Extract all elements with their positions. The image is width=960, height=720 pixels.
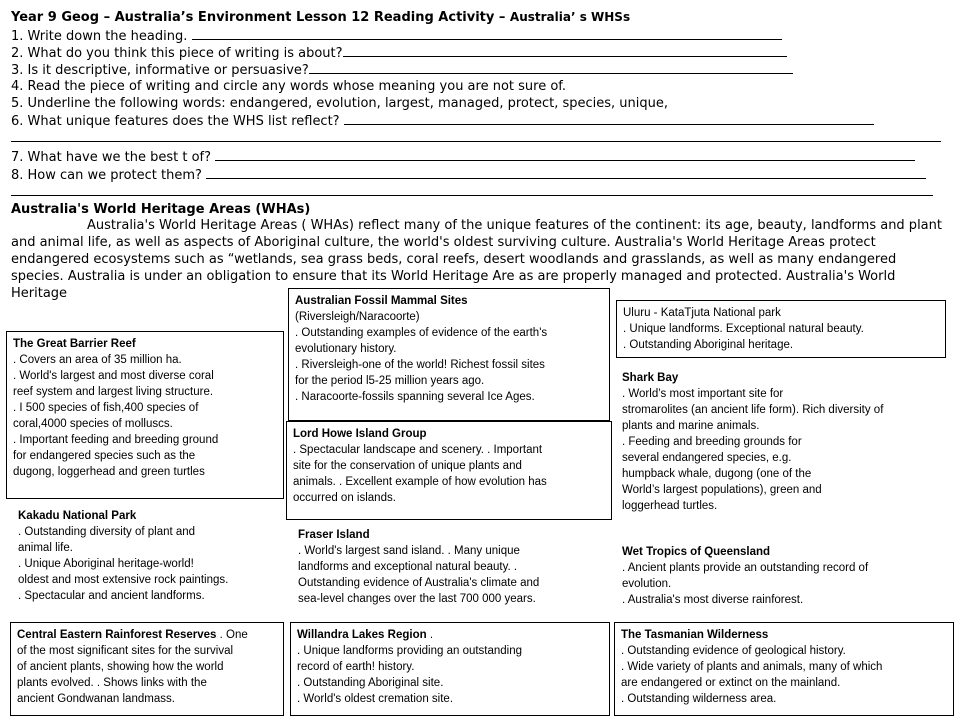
box-line: . Outstanding Aboriginal site.	[297, 677, 444, 689]
question-3	[11, 61, 793, 79]
box-line: . World's largest and most diverse coral	[13, 370, 214, 382]
box-line: . Unique Aboriginal heritage-world!	[18, 558, 194, 570]
box-lord-howe	[286, 421, 612, 520]
box-line: . Naracoorte-fossils spanning several Ice Ages.	[295, 391, 535, 403]
question-1	[11, 27, 782, 45]
box-title: Willandra Lakes Region	[297, 629, 427, 641]
box-title: Central Eastern Rainforest Reserves	[17, 629, 217, 641]
box-title: Wet Tropics of Queensland	[622, 546, 771, 558]
answer-line[interactable]	[206, 166, 926, 179]
box-great-barrier-reef	[6, 331, 284, 499]
question-text: 2. What do you think this piece of writing is about?	[11, 46, 343, 61]
box-line: . Important feeding and breeding ground	[13, 434, 219, 446]
answer-line[interactable]	[192, 27, 782, 40]
box-line: site for the conservation of unique plants and	[293, 460, 522, 472]
box-line: several endangered species, e.g.	[622, 452, 792, 464]
box-line: . Ancient plants provide an outstanding record of	[622, 562, 869, 574]
box-line: . Australia's most diverse rainforest.	[622, 594, 804, 606]
box-title: Shark Bay	[622, 372, 679, 384]
box-line: loggerhead turtles.	[622, 500, 718, 512]
box-title-tail: . One	[216, 629, 248, 641]
box-line: animal life.	[18, 542, 73, 554]
question-8	[11, 166, 926, 184]
title-tail: Australia’ s WHSs	[509, 10, 631, 24]
box-fossil-mammal-sites	[288, 288, 610, 421]
answer-line[interactable]	[309, 61, 793, 74]
question-text: 3. Is it descriptive, informative or persuasive?	[11, 63, 309, 78]
box-line: oldest and most extensive rock paintings.	[18, 574, 229, 586]
question-7	[11, 148, 915, 166]
box-line: . World's largest sand island. . Many unique	[298, 545, 520, 557]
box-title: Australian Fossil Mammal Sites	[295, 295, 468, 307]
box-line: animals. . Excellent example of how evolution has	[293, 476, 547, 488]
box-line: . World’s most important site for	[622, 388, 784, 400]
box-fraser-island	[292, 523, 610, 615]
box-line: Outstanding evidence of Australia's climate and	[298, 577, 540, 589]
box-line: dugong, loggerhead and green turtles	[13, 466, 205, 478]
question-text: 6. What unique features does the WHS list reflect?	[11, 114, 344, 129]
box-line: coral,4000 species of molluscs.	[13, 418, 173, 430]
box-central-eastern-rainforest	[10, 622, 284, 716]
box-line: stromarolites (an ancient life form). Rich diversity of	[622, 404, 884, 416]
box-title-row	[297, 627, 603, 643]
box-title-tail: .	[426, 629, 434, 641]
answer-line[interactable]	[11, 183, 933, 196]
box-line: . Covers an area of 35 million ha.	[13, 354, 182, 366]
box-line: . Outstanding Aboriginal heritage.	[623, 339, 794, 351]
box-line: record of earth! history.	[297, 661, 415, 673]
box-line: sea-level changes over the last 700 000 years.	[298, 593, 536, 605]
worksheet-title	[11, 9, 630, 26]
box-line: . Unique landforms. Exceptional natural beauty.	[623, 323, 864, 335]
box-line: World’s largest populations), green and	[622, 484, 822, 496]
box-line: occurred on islands.	[293, 492, 396, 504]
box-line: . Outstanding diversity of plant and	[18, 526, 196, 538]
box-line: plants and marine animals.	[622, 420, 760, 432]
box-line: . Spectacular and ancient landforms.	[18, 590, 205, 602]
box-line: . Outstanding wilderness area.	[621, 693, 777, 705]
box-line: ancient Gondwanan landmass.	[17, 693, 175, 705]
box-tasmanian-wilderness	[614, 622, 954, 716]
answer-line[interactable]	[344, 112, 874, 125]
box-line: for the period l5-25 million years ago.	[295, 375, 485, 387]
box-title: The Tasmanian Wilderness	[621, 629, 769, 641]
box-line: . Feeding and breeding grounds for	[622, 436, 802, 448]
box-willandra-lakes	[290, 622, 610, 716]
box-title: Lord Howe Island Group	[293, 428, 427, 440]
question-6	[11, 112, 874, 130]
box-line: . Outstanding examples of evidence of the earth's	[295, 327, 548, 339]
blank-line-2	[11, 183, 933, 201]
box-uluru	[616, 300, 946, 358]
box-line: plants evolved. . Shows links with the	[17, 677, 207, 689]
box-line: evolution.	[622, 578, 672, 590]
question-text: 5. Underline the following words: endangered, evolution, largest, managed, protect, species, unique,	[11, 96, 669, 111]
box-line: . World's oldest cremation site.	[297, 693, 454, 705]
box-shark-bay	[616, 366, 954, 530]
answer-line[interactable]	[343, 44, 787, 57]
box-title: Fraser Island	[298, 529, 370, 541]
box-line: of ancient plants, showing how the world	[17, 661, 224, 673]
question-2	[11, 44, 787, 62]
question-text: 7. What have we the best t of?	[11, 150, 216, 165]
box-line: (Riversleigh/Naracoorte)	[295, 311, 420, 323]
box-line: for endangered species such as the	[13, 450, 196, 462]
box-line: humpback whale, dugong (one of the	[622, 468, 812, 480]
question-5	[11, 95, 668, 112]
title-bold: Year 9 Geog – Australia’s Environment Lesson 12 Reading Activity –	[11, 10, 510, 25]
box-line: . Wide variety of plants and animals, many of which	[621, 661, 883, 673]
box-line: are endangered or extinct on the mainland.	[621, 677, 841, 689]
box-line: landforms and exceptional natural beauty. .	[298, 561, 518, 573]
paragraph-text: Australia's World Heritage Areas ( WHAs) reflect many of the unique features of the continent: its age, beauty, landforms and plant and animal life, as well as aspects of Aboriginal culture, the world's oldest surviving culture. Australia's World Heritage Areas protect endangered ecosystems such as “wetlands, sea grass beds, coral reefs, desert woodlands and grasslands, as well as many endangered species. Australia is under an obligation to ensure that its World Heritage Are as are properly managed and protected. Australia's World Heritage	[11, 218, 942, 301]
box-line: . Spectacular landscape and scenery. . Important	[293, 444, 543, 456]
section-heading: Australia's World Heritage Areas (WHAs)	[11, 202, 311, 217]
answer-line[interactable]	[215, 148, 915, 161]
question-text: 1. Write down the heading.	[11, 29, 192, 44]
question-text: 4. Read the piece of writing and circle any words whose meaning you are not sure of.	[11, 79, 567, 94]
box-kakadu	[12, 504, 284, 614]
box-line: of the most significant sites for the survival	[17, 645, 234, 657]
question-text: 8. How can we protect them?	[11, 168, 207, 183]
box-line: . Riversleigh-one of the world! Richest fossil sites	[295, 359, 545, 371]
box-line: evolutionary history.	[295, 343, 397, 355]
box-wet-tropics	[616, 540, 954, 616]
question-4	[11, 78, 566, 95]
answer-line[interactable]	[11, 129, 941, 142]
box-title: The Great Barrier Reef	[13, 338, 136, 350]
box-title: Uluru - KataTjuta National park	[623, 307, 781, 319]
box-line: . Unique landforms providing an outstanding	[297, 645, 523, 657]
box-line: . I 500 species of fish,400 species of	[13, 402, 199, 414]
box-line: reef system and largest living structure.	[13, 386, 214, 398]
blank-line-1	[11, 129, 941, 147]
box-title: Kakadu National Park	[18, 510, 137, 522]
box-title-row	[17, 627, 277, 643]
box-line: . Outstanding evidence of geological history.	[621, 645, 846, 657]
